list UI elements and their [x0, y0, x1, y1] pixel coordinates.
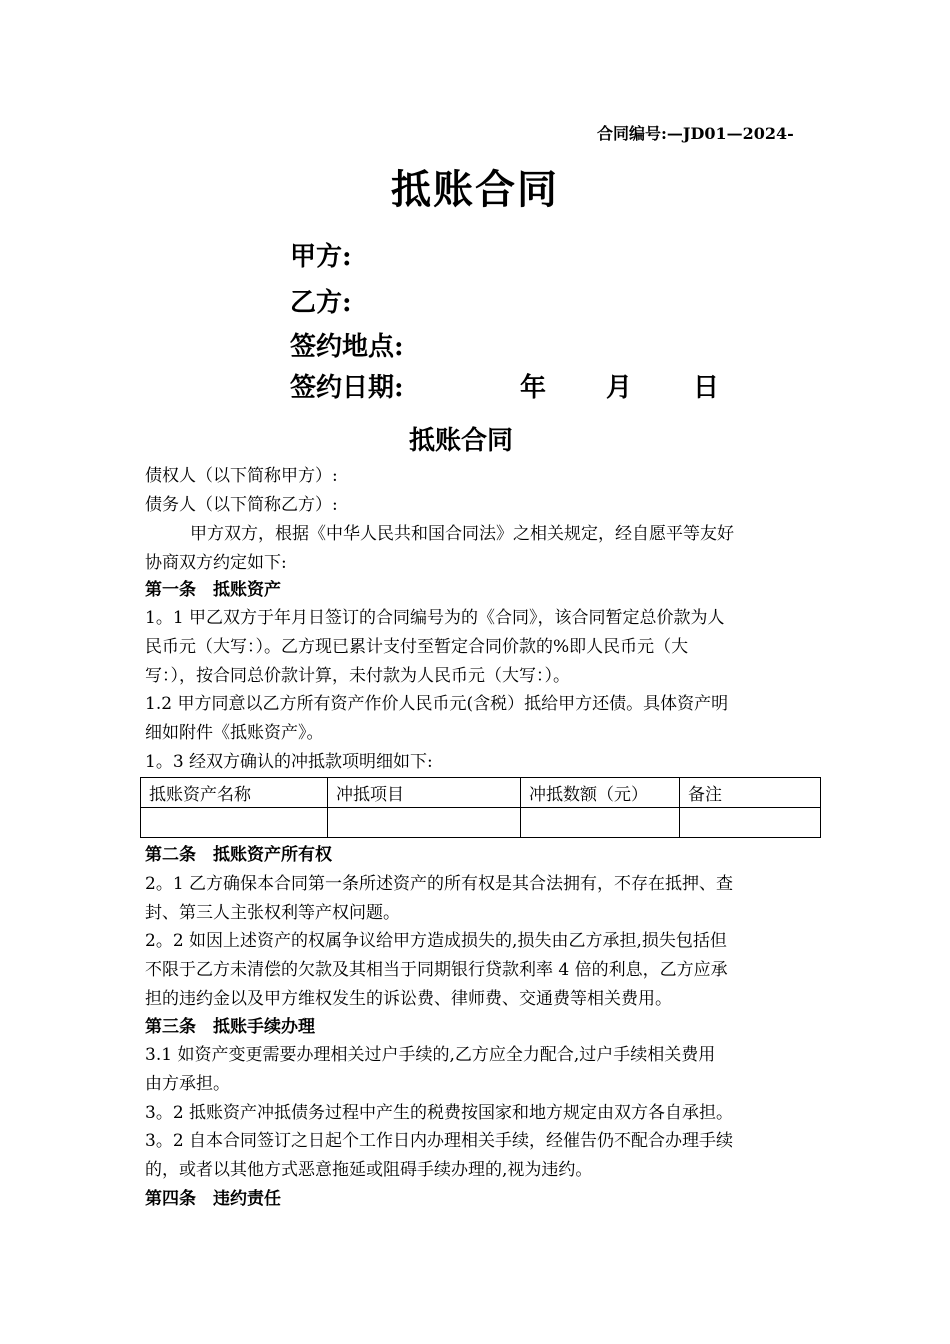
article-1-text: 1。3 经双方确认的冲抵款项明细如下: — [145, 752, 433, 772]
article-4-heading: 第四条 违约责任 — [145, 1189, 281, 1209]
table-header-cell: 备注 — [680, 778, 821, 808]
table-cell — [680, 808, 821, 838]
article-1-text: 写：），按合同总价款计算，未付款为人民币元（大写：）。 — [145, 666, 570, 686]
article-2-text: 不限于乙方未清偿的欠款及其相当于同期银行贷款利率 4 倍的利息，乙方应承 — [145, 960, 728, 980]
party-b-label: 乙方: — [290, 288, 352, 318]
debtor-line: 债务人（以下简称乙方）: — [145, 495, 338, 515]
party-a-label: 甲方: — [290, 242, 352, 272]
date-month-unit: 月 — [606, 373, 633, 403]
article-3-text: 由方承担。 — [145, 1074, 230, 1094]
article-2-text: 2。2 如因上述资产的权属争议给甲方造成损失的,损失由乙方承担,损失包括但 — [145, 931, 727, 951]
contract-number: 合同编号:—JD01—2024- — [597, 124, 794, 143]
article-3-text: 的，或者以其他方式恶意拖延或阻碍手续办理的,视为违约。 — [145, 1160, 593, 1180]
table-cell — [141, 808, 328, 838]
cover-title: 抵账合同 — [391, 166, 559, 213]
article-3-text: 3.1 如资产变更需要办理相关过户手续的,乙方应全力配合,过户手续相关费用 — [145, 1045, 716, 1065]
contract-title: 抵账合同 — [408, 426, 513, 456]
intro-paragraph-line: 甲方双方，根据《中华人民共和国合同法》之相关规定，经自愿平等友好 — [190, 524, 734, 544]
article-3-text: 3。2 自本合同签订之日起个工作日内办理相关手续，经催告仍不配合办理手续 — [145, 1131, 734, 1151]
intro-paragraph-line: 协商双方约定如下: — [145, 553, 287, 573]
article-1-text: 细如附件《抵账资产》。 — [145, 723, 324, 743]
table-cell — [521, 808, 680, 838]
signing-date-label: 签约日期: — [290, 373, 404, 403]
signing-place-label: 签约地点: — [290, 332, 404, 362]
date-day-unit: 日 — [693, 373, 720, 403]
table-header-cell: 冲抵数额（元） — [521, 778, 680, 808]
article-1-heading: 第一条 抵账资产 — [145, 580, 281, 600]
article-1-text: 1.2 甲方同意以乙方所有资产作价人民币元(含税）抵给甲方还债。具体资产明 — [145, 694, 729, 714]
article-2-text: 担的违约金以及甲方维权发生的诉讼费、律师费、交通费等相关费用。 — [145, 989, 672, 1009]
article-3-text: 3。2 抵账资产冲抵债务过程中产生的税费按国家和地方规定由双方各自承担。 — [145, 1103, 734, 1123]
article-3-heading: 第三条 抵账手续办理 — [145, 1017, 315, 1037]
article-2-text: 2。1 乙方确保本合同第一条所述资产的所有权是其合法拥有，不存在抵押、查 — [145, 874, 734, 894]
table-header-cell: 抵账资产名称 — [141, 778, 328, 808]
article-1-text: 民币元（大写：）。乙方现已累计支付至暂定合同价款的%即人民币元（大 — [145, 637, 689, 657]
article-2-heading: 第二条 抵账资产所有权 — [145, 845, 332, 865]
creditor-line: 债权人（以下简称甲方）: — [145, 466, 338, 486]
table-header-cell: 冲抵项目 — [328, 778, 521, 808]
article-2-text: 封、第三人主张权利等产权问题。 — [145, 903, 400, 923]
offset-details-table — [140, 777, 821, 838]
table-header-row — [141, 778, 821, 808]
article-1-text: 1。1 甲乙双方于年月日签订的合同编号为的《合同》，该合同暂定总价款为人 — [145, 608, 725, 628]
table-cell — [328, 808, 521, 838]
table-row — [141, 808, 821, 838]
date-year-unit: 年 — [520, 373, 547, 403]
